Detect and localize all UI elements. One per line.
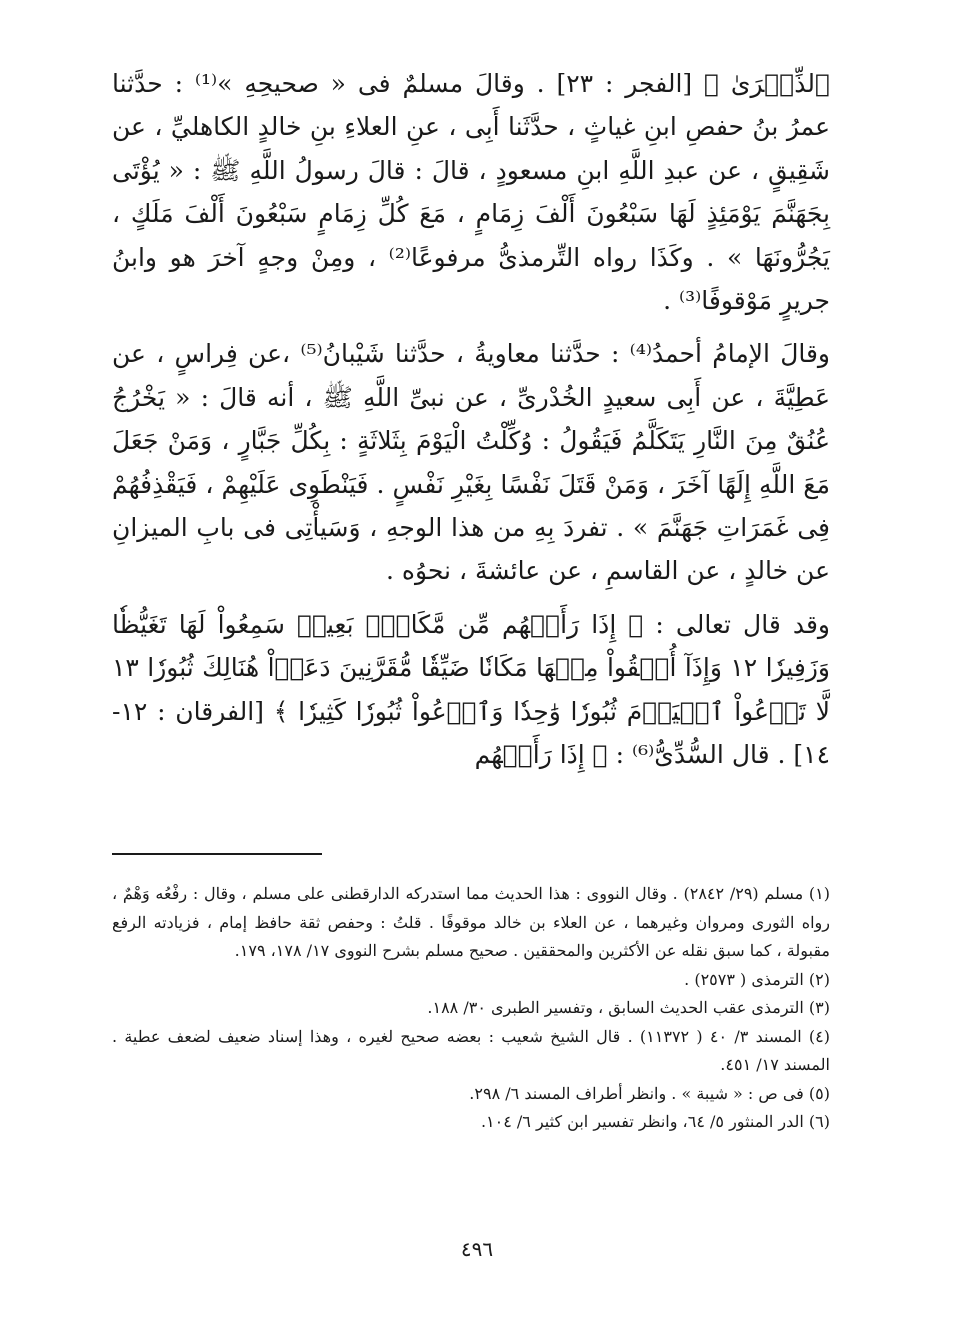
paragraph-1: ٱلذِّكۡرَىٰ ﴾ [الفجر : ٢٣] . وقالَ مسلمٌ فى « صحيحِهِ »⁽¹⁾ : حدَّثنا عمرُ بنُ حفصِ ابنِ غياثٍ ، حدَّثَنا أَبِى ، عنِ العلاءِ بنِ خالدٍ الكاهليِّ ، عن شَقِيقٍ ، عن عبدِ اللَّهِ ابنِ مسعودٍ ، قالَ : قالَ رسولُ اللَّهِ ﷺ : « يُؤْتَى بِجَهَنَّمَ يَوْمَئِذٍ لَهَا سَبْعُونَ أَلْفَ زِمَامٍ ، مَعَ كُلِّ زِمَامٍ سَبْعُونَ أَلْفَ مَلَكٍ ، يَجُرُّونَهَا » . وكَذَا رواه التِّرمذىُّ مرفوعًا⁽²⁾ ، ومِنْ وجهٍ آخرَ هو وابنُ جريرٍ مَوْقوفًا⁽³⁾ .: [112, 69, 831, 316]
page-number: ٤٩٦: [460, 1237, 494, 1261]
footnote-5: (٥) فى ص : « شيبة » . وانظر أطراف المسند ٦/ ٢٩٨.: [469, 1083, 830, 1103]
paragraph-3: وقد قال تعالى : ﴿ إِذَا رَأَتۡهُم مِّن مَّكَانِۭ بَعِيدٖ سَمِعُواْ لَهَا تَغَيُّظٗا وَزَفِيرٗا ١٢ وَإِذَآ أُلۡقُواْ مِنۡهَا مَكَانٗا ضَيِّقٗا مُّقَرَّنِينَ دَعَوۡاْ هُنَالِكَ ثُبُورٗا ١٣ لَّا تَدۡعُواْ ٱلۡيَوۡمَ ثُبُورٗا وَٰحِدٗا وَٱدۡعُواْ ثُبُورٗا كَثِيرٗا ﴾ [الفرقان : ١٢- ١٤] . قال السُّدِّىُّ⁽⁶⁾ : ﴿ إِذَا رَأَتۡهُم: [112, 609, 830, 770]
footnote-1: (١) مسلم (٢٩/ ٢٨٤٢) . وقال النووى : هذا الحديث مما استدركه الدارقطنى على مسلم ، وقال : رفْعُه وَهْمٌ ، رواه الثورى ومروان وغيرهما ، عن العلاء بن خالد موقوفًا . قلتُ : وحفص ثقة حافظ إمام ، فزيادته الرفع مقبولة ، كما سبق نقله عن الأكثرين والمحققين . صحيح مسلم بشرح النووى ١٧/ ١٧٨، ١٧٩.: [112, 884, 830, 960]
footnote-3: (٣) الترمذى عقب الحديث السابق ، وتفسير الطبرى ٣٠/ ١٨٨.: [427, 998, 830, 1017]
footnote-divider: [112, 853, 322, 855]
footnote-4: (٤) المسند ٣/ ٤٠ ( ١١٣٧٢) . قال الشيخ شعيب : بعضه صحيح لغيره ، وهذا إسناد ضعيف لضعف عطية . المسند ١٧/ ٤٥١.: [112, 1026, 831, 1074]
footnote-2: (٢) الترمذى ( ٢٥٧٣) .: [684, 969, 830, 989]
paragraph-2: وقالَ الإمامُ أحمدُ⁽⁴⁾ : حدَّثنا معاويةُ ، حدَّثنا شَيْبانُ⁽⁵⁾ ،عن فِراسٍ ، عن عَطِيَّةَ ، عن أَبِى سعيدٍ الخُدْرىِّ ، عن نبىِّ اللَّهِ ﷺ ، أنه قالَ : « يَخْرُجُ عُنُقٌ مِنَ النَّارِ يَتَكَلَّمُ فَيَقُولُ : وُكِّلْتُ الْيَوْمَ بِثَلاثَةٍ : بِكُلِّ جَبَّارٍ ، وَمَنْ جَعَلَ مَعَ اللَّهِ إِلَهًا آخَرَ ، وَمَنْ قَتَلَ نَفْسًا بِغَيْرِ نَفْسٍ . فَيَنْطَوِى عَلَيْهِمْ ، فَيَقْذِفُهُمْ فِى غَمَرَاتِ جَهَنَّمَ » . تفردَ بِهِ من هذا الوجهِ ، وَسَيأْتِى فى بابِ الميزانِ عن خالدٍ ، عن القاسمِ ، عن عائشةَ ، نحوُه .: [112, 339, 830, 586]
footnote-6: (٦) الدر المنثور ٥/ ٦٤، وانظر تفسير ابن كثير ٦/ ١٠٤.: [480, 1112, 830, 1131]
footnotes: [112, 880, 830, 1137]
main-text: [112, 62, 830, 777]
